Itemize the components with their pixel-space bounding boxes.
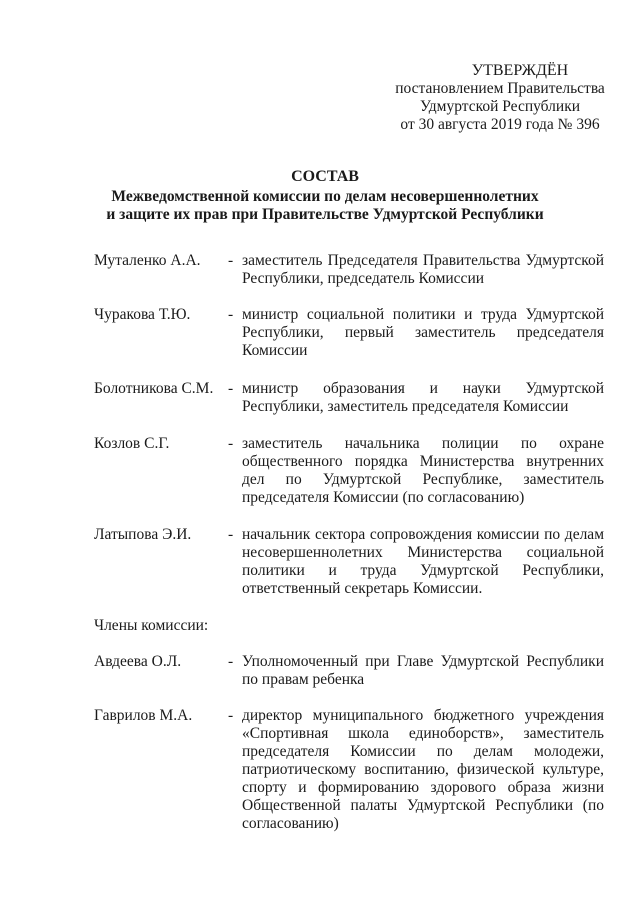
member-name: Авдеева О.Л. — [94, 653, 182, 670]
member-name: Гаврилов М.А. — [94, 707, 193, 724]
member-row — [94, 526, 604, 598]
member-row — [94, 653, 604, 689]
member-dash: - — [228, 306, 234, 323]
member-name: Латыпова Э.И. — [94, 526, 192, 543]
members-section-label: Члены комиссии: — [94, 617, 209, 634]
member-row — [94, 707, 604, 833]
title-line-1: Межведомственной комиссии по делам несовершеннолетних — [111, 188, 539, 205]
title-line-2: и защите их прав при Правительстве Удмуртской Республики — [106, 206, 544, 223]
member-name: Чуракова Т.Ю. — [94, 306, 191, 323]
member-role: министр образования и науки Удмуртской Республики, заместитель председателя Комиссии — [242, 380, 604, 415]
member-role: директор муниципального бюджетного учреждения «Спортивная школа единоборств», заместитель председателя Комиссии по делам молодежи, патриотическому воспитанию, физической культуре, спорту и формированию здорового образа жизни Общественной палаты Удмуртской Республики (по согласованию) — [242, 707, 604, 832]
title-main: СОСТАВ — [291, 168, 359, 185]
approval-line-3: от 30 августа 2019 года № 396 — [400, 116, 600, 133]
member-row — [94, 306, 604, 360]
document-title — [60, 168, 590, 224]
approval-stamp — [390, 62, 610, 134]
member-dash: - — [228, 252, 234, 269]
member-dash: - — [228, 653, 234, 670]
member-row — [94, 252, 604, 288]
member-role: заместитель начальника полиции по охране общественного порядка Министерства внутренних дел по Удмуртской Республике, заместитель председателя Комиссии (по согласованию) — [242, 435, 604, 506]
commission-roster — [94, 252, 604, 833]
member-name: Муталенко А.А. — [94, 252, 201, 269]
member-role: Уполномоченный при Главе Удмуртской Республики по правам ребенка — [242, 653, 604, 688]
member-row — [94, 435, 604, 507]
approval-line-1: постановлением Правительства — [395, 80, 605, 97]
member-row — [94, 380, 604, 416]
member-role: заместитель Председателя Правительства Удмуртской Республики, председатель Комиссии — [242, 252, 604, 287]
member-name: Козлов С.Г. — [94, 435, 170, 452]
member-dash: - — [228, 526, 234, 543]
member-dash: - — [228, 435, 234, 452]
approval-line-2: Удмуртской Республики — [419, 98, 581, 115]
member-role: министр социальной политики и труда Удмуртской Республики, первый заместитель председателя Комиссии — [242, 306, 604, 359]
member-dash: - — [228, 707, 234, 724]
member-role: начальник сектора сопровождения комиссии по делам несовершеннолетних Министерства социальной политики и труда Удмуртской Республики, ответственный секретарь Комиссии. — [242, 526, 604, 597]
approval-heading: УТВЕРЖДЁН — [471, 62, 569, 79]
member-dash: - — [228, 380, 234, 397]
member-name: Болотникова С.М. — [94, 380, 214, 397]
